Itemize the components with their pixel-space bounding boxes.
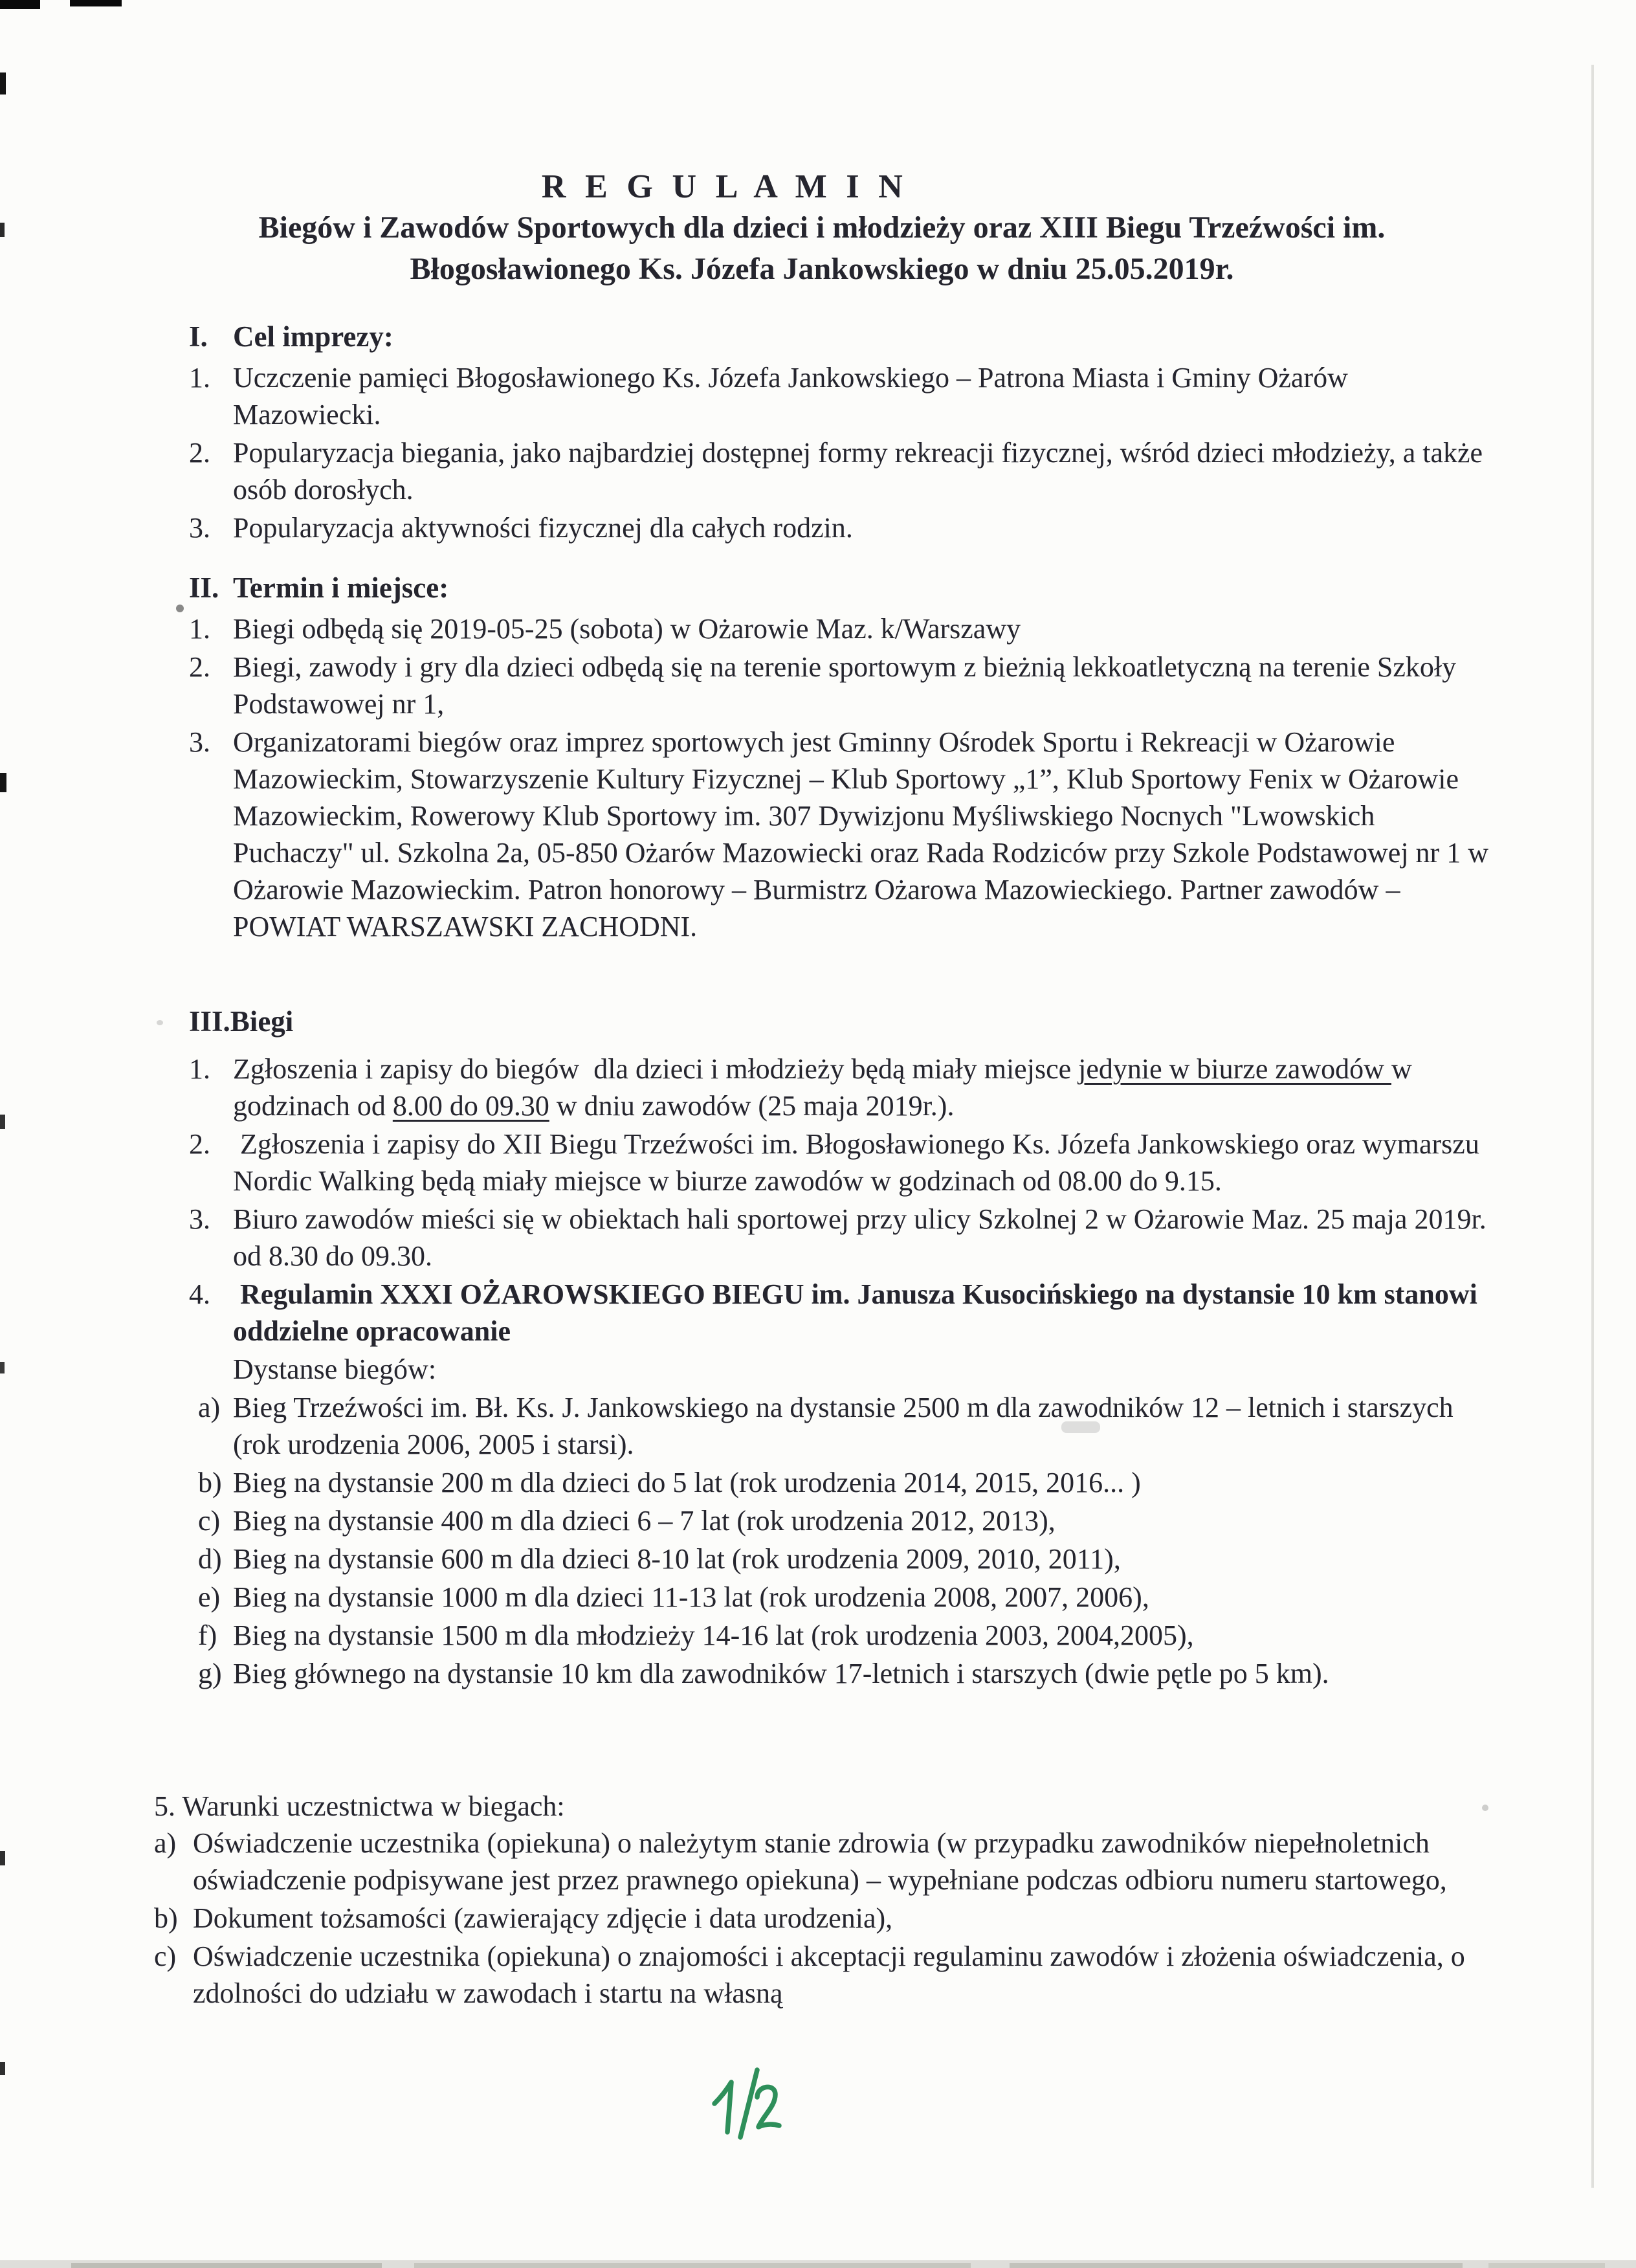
item-marker: c) <box>154 1940 177 1972</box>
condition-item <box>154 1900 1500 1937</box>
item-text: Bieg na dystansie 600 m dla dzieci 8-10 lat (rok urodzenia 2009, 2010, 2011), <box>233 1543 1121 1575</box>
item-text-underlined: jedynie w biurze zawodów <box>1078 1053 1391 1085</box>
distance-item <box>189 1464 1496 1501</box>
item-marker: 3. <box>189 512 210 544</box>
item-marker: d) <box>198 1543 222 1575</box>
item-marker: 2. <box>189 437 210 469</box>
item-text: Bieg na dystansie 200 m dla dzieci do 5 lat (rok urodzenia 2014, 2015, 2016... ) <box>233 1467 1141 1498</box>
digit-1-stroke <box>714 2082 731 2132</box>
section-3-heading-text: Biegi <box>230 1005 294 1038</box>
list-item-registration <box>189 1051 1496 1124</box>
item-text: Popularyzacja biegania, jako najbardziej dostępnej formy rekreacji fizycznej, wśród dzieci młodzieży, a także osób dorosłych. <box>233 437 1490 506</box>
document-title: R E G U L A M I N <box>541 168 909 205</box>
item-text: Bieg na dystansie 400 m dla dzieci 6 – 7 lat (rok urodzenia 2012, 2013), <box>233 1505 1056 1537</box>
section-2-numeral: II. <box>189 572 219 604</box>
item-text: Oświadczenie uczestnika (opiekuna) o znajomości i akceptacji regulaminu zawodów i złożenia oświadczenia, o zdolności do udziału w zawodach i startu na własną <box>193 1940 1472 2009</box>
handwritten-page-number <box>705 2066 790 2142</box>
list-item-regulamin-xxxi <box>189 1276 1496 1350</box>
list-item <box>189 610 1496 647</box>
item-text: Zgłoszenia i zapisy do XII Biegu Trzeźwości im. Błogosławionego Ks. Józefa Jankowskiego oraz wymarszu Nordic Walking będą miały miejsce w biurze zawodów w godzinach od 08.00 do 9.15. <box>233 1128 1487 1197</box>
item-text: Uczczenie pamięci Błogosławionego Ks. Józefa Jankowskiego – Patrona Miasta i Gminy Ożarów Mazowiecki. <box>233 362 1355 430</box>
item-marker: 3. <box>189 1203 210 1235</box>
list-item <box>189 724 1496 945</box>
section-1-heading-text: Cel imprezy: <box>233 320 393 353</box>
item-marker: b) <box>198 1467 222 1498</box>
scan-artifact-left-edge-4 <box>0 1115 5 1129</box>
distances-label: Dystanse biegów: <box>233 1353 437 1385</box>
item-marker: b) <box>154 1902 178 1934</box>
item-text: Popularyzacja aktywności fizycznej dla całych rodzin. <box>233 512 853 544</box>
item-marker: 1. <box>189 1053 210 1085</box>
item-marker: a) <box>198 1392 221 1423</box>
item-marker: 2. <box>189 1128 210 1160</box>
item-text: Biuro zawodów mieści się w obiektach hali sportowej przy ulicy Szkolnej 2 w Ożarowie Maz. 25 maja 2019r. od 8.30 do 09.30. <box>233 1203 1494 1272</box>
scan-artifact-left-edge-7 <box>0 2062 5 2075</box>
scan-artifact-top-left-1 <box>0 0 40 9</box>
item-marker: 1. <box>189 362 210 394</box>
item-marker: 1. <box>189 613 210 645</box>
item-marker: c) <box>198 1505 221 1537</box>
item-marker: g) <box>198 1658 222 1689</box>
scan-artifact-left-edge-6 <box>0 1851 5 1865</box>
scan-artifact-top-left-2 <box>70 0 122 6</box>
section-cel-imprezy <box>189 318 1496 548</box>
distance-item <box>189 1540 1496 1577</box>
item-marker: e) <box>198 1581 221 1613</box>
scan-artifact-left-edge-5 <box>0 1362 5 1373</box>
section-biegi <box>189 1003 1496 1693</box>
item-text: Dokument tożsamości (zawierający zdjęcie i data urodzenia), <box>193 1902 893 1934</box>
scan-artifact-speck-2 <box>157 1020 163 1025</box>
list-item <box>189 1126 1496 1199</box>
section-5-heading: 5. Warunki uczestnictwa w biegach: <box>154 1790 565 1822</box>
distance-item <box>189 1389 1496 1463</box>
item-text: Organizatorami biegów oraz imprez sportowych jest Gminny Ośrodek Sportu i Rekreacji w Ożarowie Mazowieckim, Stowarzyszenie Kultury Fizycznej – Klub Sportowy „1”, Klub Sportowy Fenix w Ożarowie Mazowieckim, Rowerowy Klub Sportowy im. 307 Dywizjonu Myśliwskiego Nocnych "Lwowskich Puchaczy" ul. Szkolna 2a, 05-850 Ożarów Mazowiecki oraz Rada Rodziców przy Szkole Podstawowej nr 1 w Ożarowie Mazowieckim. Patron honorowy – Burmistrz Ożarowa Mazowieckiego. Partner zawodów – POWIAT WARSZAWSKI ZACHODNI. <box>233 726 1496 942</box>
section-3-list <box>189 1051 1496 1692</box>
item-text-bold: Regulamin XXXI OŻAROWSKIEGO BIEGU im. Janusza Kusocińskiego na dystansie 10 km stanowi oddzielne opracowanie <box>233 1278 1485 1347</box>
item-text: Bieg na dystansie 1500 m dla młodzieży 14-16 lat (rok urodzenia 2003, 2004,2005), <box>233 1619 1194 1651</box>
document-title-block <box>84 167 1560 290</box>
section-2-list <box>189 610 1496 945</box>
item-marker: a) <box>154 1827 177 1859</box>
item-marker: f) <box>198 1619 217 1651</box>
distance-item <box>189 1579 1496 1616</box>
list-item <box>189 359 1496 433</box>
item-text: Biegi odbędą się 2019-05-25 (sobota) w Ożarowie Maz. k/Warszawy <box>233 613 1021 645</box>
section-3-numeral: III. <box>189 1005 230 1038</box>
list-item <box>189 1201 1496 1274</box>
scan-artifact-bottom-edge <box>0 2260 1636 2268</box>
scan-artifact-speck-1 <box>176 605 184 612</box>
item-text: Bieg Trzeźwości im. Bł. Ks. J. Jankowskiego na dystansie 2500 m dla zawodników 12 – letnich i starszych (rok urodzenia 2006, 2005 i starsi). <box>233 1392 1461 1460</box>
list-item <box>189 434 1496 508</box>
digit-2-stroke <box>757 2087 779 2127</box>
section-3-heading <box>189 1003 1496 1040</box>
item-text: Bieg na dystansie 1000 m dla dzieci 11-13 lat (rok urodzenia 2008, 2007, 2006), <box>233 1581 1149 1613</box>
item-marker: 2. <box>189 651 210 683</box>
item-text-segment: w dniu zawodów (25 maja 2019r.). <box>549 1090 955 1122</box>
scan-artifact-right-edge-shadow <box>1591 65 1594 2188</box>
item-text: Oświadczenie uczestnika (opiekuna) o należytym stanie zdrowia (w przypadku zawodników niepełnoletnich oświadczenie podpisywane jest przez prawnego opiekuna) – wypełniane podczas odbioru numeru startowego, <box>193 1827 1447 1896</box>
section-termin-i-miejsce <box>189 570 1496 946</box>
item-marker: 4. <box>189 1278 210 1310</box>
section-1-numeral: I. <box>189 320 208 353</box>
item-text: Biegi, zawody i gry dla dzieci odbędą się na terenie sportowym z bieżnią lekkoatletyczną na terenie Szkoły Podstawowej nr 1, <box>233 651 1464 720</box>
list-item <box>189 509 1496 546</box>
item-text: Bieg głównego na dystansie 10 km dla zawodników 17-letnich i starszych (dwie pętle po 5 km). <box>233 1658 1329 1689</box>
distance-item <box>189 1617 1496 1654</box>
item-text-segment: w godzinach od <box>233 1053 1419 1122</box>
distance-item <box>189 1502 1496 1539</box>
list-item <box>189 649 1496 722</box>
item-text-underlined: 8.00 do 09.30 <box>392 1090 549 1122</box>
scan-artifact-left-edge-1 <box>0 72 6 94</box>
section-5-list <box>154 1825 1500 2012</box>
section-2-heading <box>189 570 1496 606</box>
scan-artifact-left-edge-3 <box>0 773 6 792</box>
item-marker: 3. <box>189 726 210 758</box>
section-2-heading-text: Termin i miejsce: <box>233 572 449 604</box>
condition-item <box>154 1938 1500 2012</box>
distances-label-line <box>189 1351 1496 1388</box>
section-1-list <box>189 359 1496 546</box>
section-warunki-uczestnictwa <box>154 1788 1500 2013</box>
condition-item <box>154 1825 1500 1898</box>
item-text-segment: Zgłoszenia i zapisy do biegów dla dzieci i młodzieży będą miały miejsce <box>233 1053 1079 1085</box>
handwritten-page-number-strokes <box>705 2066 790 2142</box>
slash-stroke <box>740 2070 757 2137</box>
section-1-heading <box>189 318 1496 355</box>
scan-artifact-left-edge-2 <box>0 223 5 237</box>
document-subtitle-line-2: Błogosławionego Ks. Józefa Jankowskiego w dniu 25.05.2019r. <box>410 252 1234 286</box>
document-subtitle-line-1: Biegów i Zawodów Sportowych dla dzieci i młodzieży oraz XIII Biegu Trzeźwości im. <box>258 210 1386 245</box>
distance-item <box>189 1655 1496 1692</box>
